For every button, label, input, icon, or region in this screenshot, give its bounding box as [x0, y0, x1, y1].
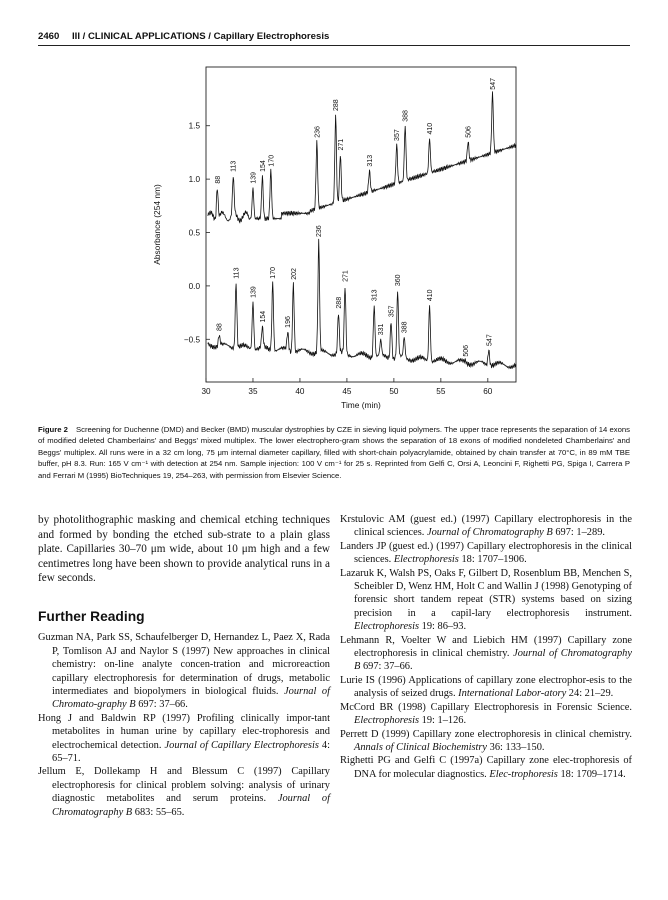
- right-column: [340, 513, 632, 781]
- peak-label: 154: [259, 160, 267, 172]
- further-reading-heading: Further Reading: [38, 608, 145, 624]
- y-tick-label: 0.5: [188, 228, 200, 238]
- reference-journal: Journal of Capillary Electrophoresis: [164, 739, 319, 751]
- reference-text: Perrett D (1999) Capillary zone electrophoresis in clinical chemistry.: [340, 728, 632, 740]
- figure-caption: [38, 424, 630, 481]
- peak-label: 388: [401, 321, 409, 334]
- reference-pages: 19: 1–126.: [419, 715, 467, 727]
- peak-label: 236: [316, 225, 324, 238]
- reference-text: Guzman NA, Park SS, Schaufelberger D, Hernandez L, Paez X, Rada P, Tomlison AJ and Naylor S (1997) New approaches in clinical chemistry: on-line analyte concen-tration and microreaction capillary electrophoresis for determination of drugs, metabolic intermediates and biopolymers in biological fluids.: [38, 632, 330, 697]
- x-tick-label: 60: [483, 387, 493, 396]
- reference-text: Landers JP (guest ed.) (1997) Capillary electrophoresis in the clinical sciences.: [340, 540, 632, 566]
- peak-label: 271: [337, 138, 345, 151]
- reference-journal: Elec-trophoresis: [489, 768, 558, 780]
- y-tick-label: −0.5: [183, 335, 200, 345]
- peak-label: 202: [290, 268, 298, 280]
- reference-list-right: [340, 513, 632, 781]
- peak-label: 113: [230, 160, 238, 172]
- reference-item: [340, 567, 632, 634]
- reference-item: [340, 754, 632, 781]
- reference-item: [340, 634, 632, 674]
- reference-item: [38, 765, 330, 819]
- reference-pages: 697: 1–289.: [552, 527, 605, 539]
- x-tick-label: 40: [295, 387, 305, 396]
- reference-text: Righetti PG and Gelfi C (1997a) Capillary zone elec-trophoresis of DNA for molecular diagnostics.: [340, 755, 632, 780]
- peak-label: 313: [366, 154, 374, 167]
- reference-journal: Journal of Chromatography B: [354, 648, 632, 673]
- reference-item: [340, 701, 632, 728]
- y-tick-label: 1.0: [188, 175, 200, 185]
- reference-journal: Journal of Chromato-graphy B: [52, 686, 330, 711]
- figure-label: Figure 2: [38, 425, 68, 434]
- reference-item: [38, 712, 330, 766]
- x-axis-label: Time (min): [341, 400, 381, 410]
- plot-frame: [206, 67, 516, 382]
- y-axis-label: Absorbance (254 nm): [152, 184, 162, 265]
- peak-label: 88: [214, 175, 222, 184]
- reference-text: McCord BR (1998) Capillary Electrophoresis in Forensic Science.: [340, 701, 632, 713]
- body-paragraph: by photolithographic masking and chemical etching techniques and formed by bonding the etched sub-strate to a plain glass plate. Capillaries 30–70 μm wide, about 10 μm high and a few centimetres long have been shown to provide analytical runs in a few seconds.: [38, 514, 330, 585]
- peak-label: 410: [427, 289, 435, 302]
- y-tick-label: 1.5: [188, 121, 200, 131]
- reference-text: Lazaruk K, Walsh PS, Oaks F, Gilbert D, Rosenblum BB, Menchen S, Scheibler D, Wenz HM, Holt C and Wallin J (1998) Genotyping of forensic short tandem repeat (STR) systems based on sizing precision in a capil-lary electrophoresis instrument.: [340, 567, 632, 619]
- running-header: [38, 31, 329, 42]
- peak-label: 547: [490, 78, 498, 90]
- reference-list-left: [38, 631, 330, 819]
- peak-label: 271: [342, 270, 350, 282]
- reference-pages: 18: 1709–1714.: [557, 768, 626, 780]
- header-rule: [38, 45, 630, 46]
- reference-journal: Journal of Chromatography B: [427, 527, 553, 539]
- peak-label: 410: [427, 122, 435, 135]
- peak-label: 196: [285, 316, 293, 328]
- y-tick-label: 0.0: [188, 281, 200, 291]
- peak-label: 313: [371, 289, 379, 302]
- trace-line-1: [208, 239, 516, 369]
- electropherogram-chart: [140, 55, 530, 420]
- left-column: [38, 513, 330, 819]
- peak-label: 357: [394, 129, 402, 141]
- reference-pages: 36: 133–150.: [487, 741, 545, 753]
- peak-label: 331: [378, 323, 386, 336]
- peak-label: 139: [250, 171, 258, 184]
- peak-label: 88: [216, 323, 224, 332]
- reference-pages: 18: 1707–1906.: [458, 554, 527, 566]
- reference-journal: Electrophoresis: [393, 554, 459, 566]
- peak-label: 506: [465, 126, 473, 138]
- reference-text: Jellum E, Dollekamp H and Blessum C (1997) Capillary electrophoresis for clinical problem solving: analysis of urinary diagnostic metabolites and serum proteins.: [38, 766, 330, 805]
- x-tick-label: 45: [342, 387, 352, 396]
- x-tick-label: 30: [201, 387, 211, 396]
- peak-label: 139: [250, 286, 258, 298]
- reference-pages: 24: 21–29.: [566, 688, 614, 700]
- section-title: III / CLINICAL APPLICATIONS / Capillary Electrophoresis: [72, 31, 330, 42]
- trace-line-0: [208, 91, 516, 222]
- reference-item: [340, 728, 632, 755]
- reference-pages: 697: 37–66.: [360, 661, 413, 673]
- peak-label: 506: [462, 344, 470, 357]
- reference-text: Lehmann R, Voelter W and Liebich HM (1997) Capillary zone electrophoresis in clinical chemistry.: [340, 634, 632, 660]
- peak-label: 388: [402, 110, 410, 122]
- reference-journal: Electrophoresis: [354, 621, 420, 633]
- peak-label: 288: [335, 296, 343, 309]
- peak-label: 113: [233, 267, 241, 279]
- reference-pages: 19: 86–93.: [419, 621, 467, 633]
- reference-item: [38, 631, 330, 711]
- reference-item: [340, 674, 632, 701]
- reference-item: [340, 513, 632, 540]
- x-tick-label: 55: [436, 387, 446, 396]
- reference-item: [340, 540, 632, 567]
- peak-label: 288: [333, 99, 341, 112]
- x-tick-label: 35: [248, 387, 258, 396]
- page-number: 2460: [38, 31, 60, 42]
- reference-pages: 683: 55–65.: [132, 806, 185, 818]
- peak-label: 154: [259, 310, 267, 323]
- reference-text: Lurie IS (1996) Applications of capillary zone electrophor-esis to the analysis of seized drugs.: [340, 674, 632, 700]
- peak-label: 547: [486, 334, 494, 346]
- peak-label: 360: [395, 274, 403, 287]
- reference-text: Hong J and Baldwin RP (1997) Profiling clinically impor-tant metabolites in human urine by capillary elec-trophoresis and electrochemical detection.: [38, 712, 330, 751]
- reference-pages: 4: 65–71.: [52, 739, 331, 765]
- reference-text: Krstulovic AM (guest ed.) (1997) Capillary electrophoresis in the clinical sciences.: [340, 514, 632, 539]
- peak-label: 170: [268, 154, 276, 167]
- reference-journal: International Labor-atory: [458, 688, 567, 700]
- x-tick-label: 50: [389, 387, 399, 396]
- peak-label: 236: [314, 126, 322, 138]
- reference-journal: Electrophoresis: [354, 715, 420, 727]
- peak-label: 170: [270, 267, 278, 279]
- reference-journal: Journal of Chromatography B: [52, 793, 330, 818]
- reference-journal: Annals of Clinical Biochemistry: [354, 741, 488, 753]
- reference-pages: 697: 37–66.: [135, 699, 188, 711]
- peak-label: 357: [388, 305, 396, 318]
- caption-text: Screening for Duchenne (DMD) and Becker (BMD) muscular dystrophies by CZE in sieving liquid polymers. The upper trace represents the separation of 14 exons of modified deleted Chamberlains' and Beggs' mixed multiplex. The lower electrophero-gram shows the separation of 18 exons of modified nondeleted Chamberlains' and Beggs' multiplex. All runs were in a 32 cm long, 75 μm internal diameter capillary, filled with short-chain polyacrylamide, obtained by chain transfer at 70°C, in 89 mM TBE buffer, pH 8.3. Run: 165 V cm⁻¹ with detection at 254 nm. Sample injection: 100 V cm⁻¹ for 25 s. Reprinted from Gelfi C, Orsi A, Leoncini F, Righetti PG, Spiga I, Carrera P and Ferrari M (1995) BioTechniques 19, 254–263, with permission from Elsevier Science.: [38, 425, 631, 480]
